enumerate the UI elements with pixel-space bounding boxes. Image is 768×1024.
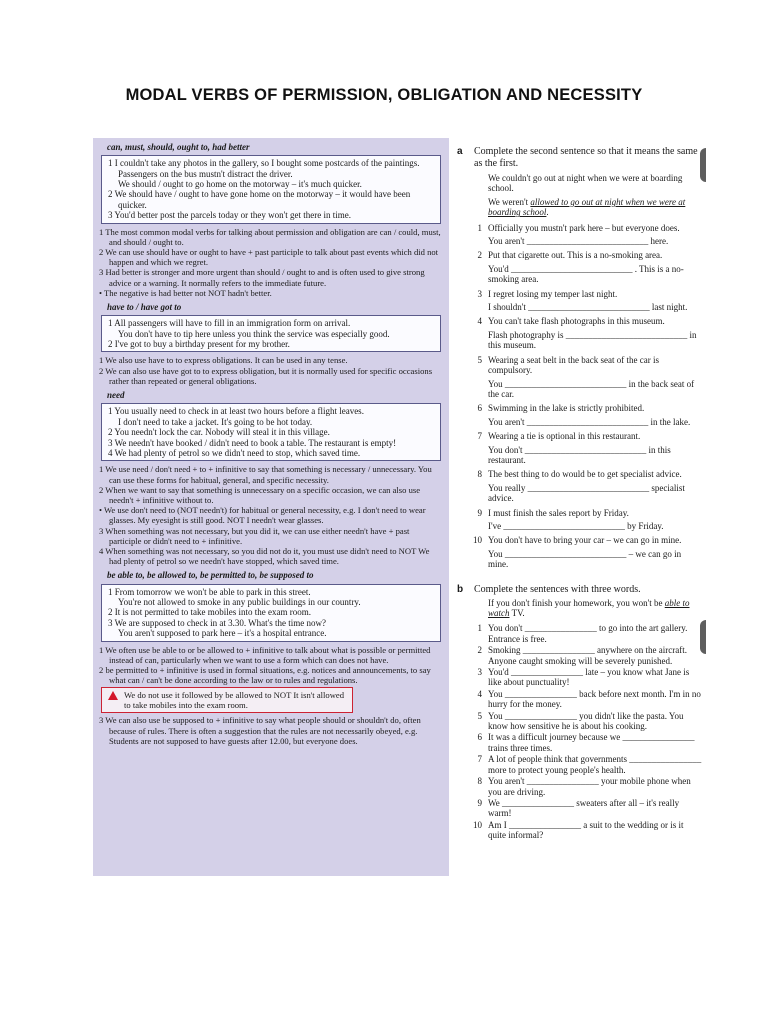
item-number: 7 xyxy=(477,754,482,765)
item-sentence: We ________________ sweaters after all – it's really warm! xyxy=(488,797,680,819)
item-number: 10 xyxy=(473,819,482,830)
item-number: 6 xyxy=(477,403,482,414)
rule-line: 3 We can also use be supposed to + infinitive to say what people should or shouldn't do, often because of rules. There is often a suggestion that the rules are not necessarily obeyed, e.g. Students are not supposed to have guests after 12.00, but everyone does. xyxy=(99,715,421,746)
item-answer-line: You aren't ___________________________ in the lake. xyxy=(488,416,691,427)
exercise-item xyxy=(457,223,703,247)
item-number: 7 xyxy=(477,431,482,442)
item-question: You can't take flash photographs in this museum. xyxy=(488,316,665,327)
item-number: 5 xyxy=(477,354,482,365)
exercise-item xyxy=(457,403,703,427)
exercise-item xyxy=(457,667,703,688)
example-line: 1 You usually need to check in at least two hours before a flight leaves. xyxy=(108,406,364,417)
example-box xyxy=(101,584,441,642)
item-number: 8 xyxy=(477,776,482,787)
example-box xyxy=(101,315,441,352)
model-prefix: If you don't finish your homework, you won't be xyxy=(488,597,663,608)
model-answer xyxy=(488,173,703,218)
model-response xyxy=(488,197,703,218)
exercise-item xyxy=(457,776,703,797)
item-sentence: Smoking ________________ anywhere on the aircraft. Anyone caught smoking will be severely punished. xyxy=(488,645,687,666)
exercise-item xyxy=(457,798,703,819)
example-line: 4 We had plenty of petrol so we didn't need to stop, which saved time. xyxy=(108,447,361,458)
item-answer-line: You ___________________________ – we can go in mine. xyxy=(488,548,682,570)
rule-line: 1 We also use have to to express obligations. It can be used in any tense. xyxy=(99,355,348,366)
item-number: 9 xyxy=(477,507,482,518)
item-question: You don't have to bring your car – we can go in mine. xyxy=(488,535,682,546)
exercise-item xyxy=(457,689,703,710)
item-number: 3 xyxy=(477,288,482,299)
rule-line: 3 Had better is stronger and more urgent than should / ought to and is often used to give strong advice or a warning. It normally refers to the immediate future. xyxy=(99,267,425,288)
item-number: 8 xyxy=(477,469,482,480)
item-sentence: You'd ________________ late – you know what Jane is like about punctuality! xyxy=(488,667,690,688)
exercise-b-list xyxy=(457,623,703,840)
rules-list xyxy=(99,715,441,746)
rule-line: • We use don't need to (NOT needn't) for habitual or general necessity, e.g. I don't need to wear glasses. My eyesight is still good. NOT I needn't wear glasses. xyxy=(99,505,426,526)
exercise-item xyxy=(457,316,703,350)
item-question: Wearing a tie is optional in this restaurant. xyxy=(488,431,641,442)
model-question: We couldn't go out at night when we were at boarding school. xyxy=(488,173,683,194)
exercise-item xyxy=(457,431,703,465)
section-heading: need xyxy=(107,390,125,401)
example-line: We should / ought to go home on the motorway – it's much quicker. xyxy=(118,179,362,190)
model-answer-text: allowed to go out at night when we were at boarding school xyxy=(488,196,686,218)
rule-line: 2 We can use should have or ought to have + past participle to talk about past events which did not happen and which we regret. xyxy=(99,247,439,268)
exercise-a-header xyxy=(457,146,703,170)
item-answer-line: You ___________________________ in the back seat of the car. xyxy=(488,378,695,399)
exercise-item xyxy=(457,508,703,532)
item-sentence: A lot of people think that governments ________________ more to protect young people's health. xyxy=(488,754,702,775)
item-number: 4 xyxy=(477,688,482,699)
exercise-item xyxy=(457,645,703,666)
rule-line: 2 When we want to say that something is unnecessary on a specific occasion, we can also use needn't + infinitive without to. xyxy=(99,484,421,505)
item-number: 1 xyxy=(477,623,482,634)
example-line: I don't need to take a jacket. It's going to be hot today. xyxy=(118,416,313,427)
exercises-column xyxy=(457,146,703,842)
rule-line: 2 be permitted to + infinitive is used in formal situations, e.g. notices and announcements, to say what can / can't be done according to the law or to rules and regulations. xyxy=(99,665,431,686)
example-line: You don't have to tip here unless you think the service was especially good. xyxy=(118,328,390,339)
item-number: 2 xyxy=(477,250,482,261)
exercise-instruction: Complete the second sentence so that it means the same as the first. xyxy=(474,146,698,169)
exercise-item xyxy=(457,250,703,284)
model-prefix: We weren't xyxy=(488,196,529,207)
example-line: 1 From tomorrow we won't be able to park in this street. xyxy=(108,586,311,597)
exercise-item xyxy=(457,355,703,400)
example-line: 2 It is not permitted to take mobiles into the exam room. xyxy=(108,607,311,618)
exercise-item xyxy=(457,820,703,841)
item-question: Put that cigarette out. This is a no-smoking area. xyxy=(488,250,663,261)
exercise-item xyxy=(457,754,703,775)
item-question: The best thing to do would be to get specialist advice. xyxy=(488,469,682,480)
example-line: 2 You needn't lock the car. Nobody will steal it in this village. xyxy=(108,427,330,438)
item-answer-line: You really ___________________________ specialist advice. xyxy=(488,482,685,504)
rule-line: 1 We often use be able to or be allowed to + infinitive to talk about what is possible or permitted instead of can, particularly when we want to use a form which can does not have. xyxy=(99,644,431,665)
rule-line: 3 When something was not necessary, but you did it, we can use either needn't have + past participle or didn't need to + infinitive. xyxy=(99,525,410,546)
item-sentence: Am I ________________ a suit to the wedding or is it quite informal? xyxy=(488,819,684,841)
page-title: MODAL VERBS OF PERMISSION, OBLIGATION AND NECESSITY xyxy=(125,86,643,104)
example-line: You're not allowed to smoke in any public buildings in our country. xyxy=(118,596,361,607)
model-answer-text: able to watch xyxy=(488,597,690,618)
item-question: Swimming in the lake is strictly prohibited. xyxy=(488,403,645,414)
item-answer-line: You don't ___________________________ in this restaurant. xyxy=(488,444,671,465)
item-answer-line: I've ___________________________ by Friday. xyxy=(488,520,664,531)
example-line: You aren't supposed to park here – it's a hospital entrance. xyxy=(118,628,327,639)
warning-icon xyxy=(108,691,118,700)
rules-list xyxy=(99,645,441,686)
item-number: 3 xyxy=(477,667,482,678)
item-number: 10 xyxy=(473,535,482,546)
rules-list xyxy=(99,227,441,298)
model-response xyxy=(488,598,703,619)
exercise-item xyxy=(457,623,703,644)
item-answer-line: I shouldn't ___________________________ last night. xyxy=(488,302,688,313)
model-answer xyxy=(488,598,703,619)
example-line: 3 You'd better post the parcels today or they won't get there in time. xyxy=(108,210,351,221)
item-question: Officially you mustn't park here – but everyone does. xyxy=(488,222,680,233)
rules-list xyxy=(99,355,441,386)
rule-line: 1 We use need / don't need + to + infinitive to say that something is necessary / unnecessary. You can use these forms for habitual, general, and specific necessity. xyxy=(99,464,432,485)
exercise-letter: b xyxy=(457,583,464,595)
rule-line: 2 We can also use have got to to express obligation, but it is normally used for specific occasions rather than repeated or general obligations. xyxy=(99,365,433,386)
model-suffix: TV. xyxy=(509,608,525,618)
exercise-item xyxy=(457,535,703,569)
item-number: 5 xyxy=(477,710,482,721)
item-answer-line: You'd ___________________________ . This is a no-smoking area. xyxy=(488,263,684,285)
example-box xyxy=(101,403,441,461)
item-question: I regret losing my temper last night. xyxy=(488,288,618,299)
section-heading: be able to, be allowed to, be permitted to, be supposed to xyxy=(107,570,314,581)
item-sentence: It was a difficult journey because we ________________ trains three times. xyxy=(488,732,695,753)
item-number: 4 xyxy=(477,316,482,327)
item-answer-line: You aren't ___________________________ here. xyxy=(488,236,669,247)
item-sentence: You aren't ________________ your mobile phone when you are driving. xyxy=(488,776,691,797)
item-number: 9 xyxy=(477,797,482,808)
rules-list xyxy=(99,464,441,566)
item-number: 6 xyxy=(477,732,482,743)
item-sentence: You ________________ back before next month. I'm in no hurry for the money. xyxy=(488,688,701,710)
example-line: 3 We are supposed to check in at 3.30. What's the time now? xyxy=(108,617,327,628)
item-answer-line: Flash photography is ___________________________ in this museum. xyxy=(488,329,697,351)
exercise-item xyxy=(457,732,703,753)
example-line: 3 We needn't have booked / didn't need to book a table. The restaurant is empty! xyxy=(108,437,397,448)
rule-line: • The negative is had better not NOT hadn't better. xyxy=(99,287,272,298)
item-sentence: You don't ________________ to go into the art gallery. Entrance is free. xyxy=(488,623,688,644)
example-line: Passengers on the bus mustn't distract the driver. xyxy=(118,168,293,179)
item-number: 1 xyxy=(477,222,482,233)
example-line: 1 All passengers will have to fill in an immigration form on arrival. xyxy=(108,318,351,329)
example-line: 2 We should have / ought to have gone home on the motorway – it would have been quicker. xyxy=(108,189,411,210)
exercise-letter: a xyxy=(457,146,463,157)
exercise-item xyxy=(457,469,703,503)
exercise-item xyxy=(457,289,703,313)
rule-line: 1 The most common modal verbs for talking about permission and obligation are can / could, must, and should / ought to. xyxy=(99,226,441,247)
example-box xyxy=(101,155,441,223)
exercise-item xyxy=(457,711,703,732)
warning-text: We do not use it followed by be allowed to NOT It isn't allowed to take mobiles into the exam room. xyxy=(124,690,345,711)
section-heading: have to / have got to xyxy=(107,302,182,313)
rule-line: 4 When something was not necessary, so you did not do it, you must use didn't need to NOT We had plenty of petrol so we needn't have stopped, which saved time. xyxy=(99,545,430,567)
warning-box xyxy=(101,687,353,713)
grammar-panel xyxy=(93,138,449,876)
example-line: 2 I've got to buy a birthday present for my brother. xyxy=(108,339,290,350)
exercise-a-list xyxy=(457,223,703,570)
exercise-instruction: Complete the sentences with three words. xyxy=(474,583,641,595)
section-heading: can, must, should, ought to, had better xyxy=(107,142,250,152)
item-question: Wearing a seat belt in the back seat of the car is compulsory. xyxy=(488,354,659,376)
exercise-b-header xyxy=(457,584,703,596)
item-number: 2 xyxy=(477,645,482,656)
item-sentence: You ________________ you didn't like the pasta. You know how sensitive he is about his cooking. xyxy=(488,710,684,732)
model-suffix: . xyxy=(546,207,549,218)
item-question: I must finish the sales report by Friday. xyxy=(488,507,629,518)
example-line: 1 I couldn't take any photos in the gallery, so I bought some postcards of the paintings. xyxy=(108,158,420,169)
